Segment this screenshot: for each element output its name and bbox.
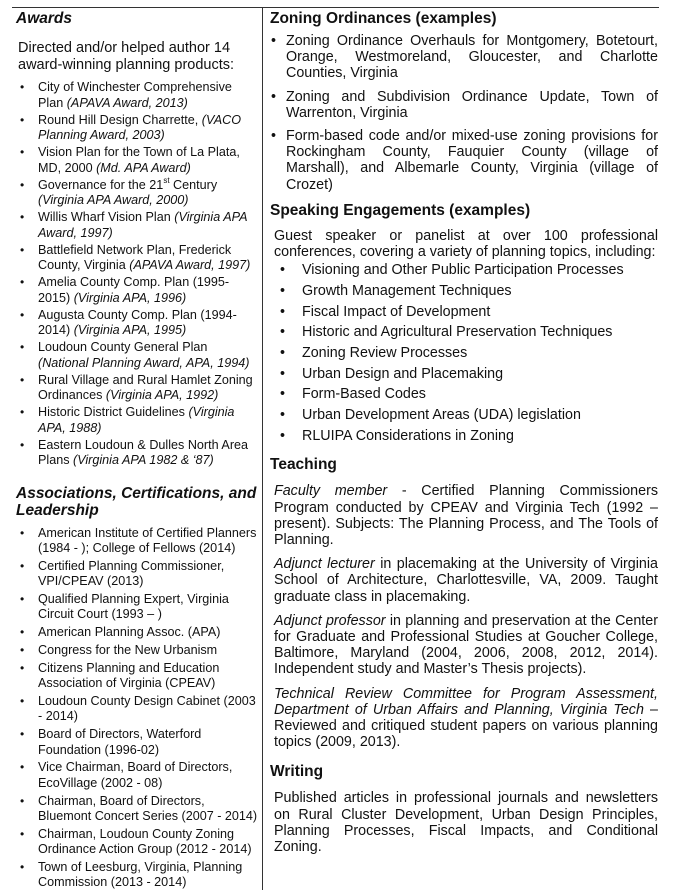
- zoning-heading: Zoning Ordinances (examples): [270, 10, 497, 27]
- speaking-topic: • Urban Development Areas (UDA) legislation: [270, 407, 658, 428]
- zoning-list: [270, 33, 658, 193]
- association-item: • Chairman, Loudoun County Zoning Ordinance Action Group (2012 - 2014): [16, 827, 258, 858]
- teaching-entry: Adjunct lecturer in placemaking at the University of Virginia School of Architecture, Charlottesville, VA, 2009. Taught graduate class in placemaking.: [274, 556, 658, 605]
- teaching-entry: Faculty member - Certified Planning Commissioners Program conducted by CPEAV and Virginia Tech (1992 – present). Subjects: The Planning Process, and The Tools of Planning.: [274, 483, 658, 549]
- speaking-topic: • Zoning Review Processes: [270, 345, 658, 366]
- association-item: • Citizens Planning and Education Association of Virginia (CPEAV): [16, 661, 258, 692]
- award-item: • Vision Plan for the Town of La Plata, MD, 2000 (Md. APA Award): [16, 145, 258, 176]
- top-rule: [12, 7, 659, 8]
- association-item: • Vice Chairman, Board of Directors, EcoVillage (2002 - 08): [16, 760, 258, 791]
- left-column: [16, 10, 258, 893]
- award-item: • Willis Wharf Vision Plan (Virginia APA Award, 1997): [16, 210, 258, 241]
- award-item: • Amelia County Comp. Plan (1995-2015) (Virginia APA, 1996): [16, 275, 258, 306]
- speaking-topics-list: [270, 262, 658, 448]
- column-divider: [262, 7, 263, 890]
- speaking-topic: • Growth Management Techniques: [270, 283, 658, 304]
- teaching-entry: Technical Review Committee for Program Assessment, Department of Urban Affairs and Planning, Virginia Tech – Reviewed and critiqued student papers on various planning topics (2009, 2013).: [274, 685, 658, 751]
- association-item: • Town of Leesburg, Virginia, Planning Commission (2013 - 2014): [16, 860, 258, 891]
- teaching-section: [270, 456, 658, 750]
- award-item: • Augusta County Comp. Plan (1994-2014) (Virginia APA, 1995): [16, 308, 258, 339]
- speaking-topic: • Urban Design and Placemaking: [270, 366, 658, 387]
- teaching-heading: Teaching: [270, 456, 337, 474]
- association-item: • Board of Directors, Waterford Foundation (1996-02): [16, 727, 258, 758]
- zoning-item: • Form-based code and/or mixed-use zoning provisions for Rockingham County, Fauquier County (village of Marshall), and Albemarle County, Virginia (village of Crozet): [270, 128, 658, 193]
- awards-intro: Directed and/or helped author 14 award-winning planning products:: [18, 40, 235, 73]
- speaking-topic: • Visioning and Other Public Participation Processes: [270, 262, 658, 283]
- award-item: • Rural Village and Rural Hamlet Zoning Ordinances (Virginia APA, 1992): [16, 373, 258, 404]
- writing-text: Published articles in professional journals and newsletters on Rural Cluster Development, Urban Design Principles, Planning Processes, Fiscal Impacts, and Conditional Zoning.: [274, 790, 658, 856]
- speaking-topic: • RLUIPA Considerations in Zoning: [270, 428, 658, 449]
- association-item: • American Institute of Certified Planners (1984 - ); College of Fellows (2014): [16, 526, 258, 557]
- awards-list: [16, 80, 258, 468]
- award-item: • Eastern Loudoun & Dulles North Area Plans (Virginia APA 1982 & ‘87): [16, 438, 258, 469]
- award-item: • Governance for the 21st Century (Virginia APA Award, 2000): [16, 178, 258, 209]
- speaking-heading: Speaking Engagements (examples): [270, 201, 531, 219]
- speaking-topic: • Historic and Agricultural Preservation Techniques: [270, 324, 658, 345]
- association-item: • Loudoun County Design Cabinet (2003 - 2014): [16, 694, 258, 725]
- zoning-item: • Zoning Ordinance Overhauls for Montgomery, Botetourt, Orange, Westmoreland, Gloucester, and Charlotte Counties, Virginia: [270, 33, 658, 82]
- association-item: • Chairman, Board of Directors, Bluemont Concert Series (2007 - 2014): [16, 794, 258, 825]
- speaking-intro: Guest speaker or panelist at over 100 professional conferences, covering a variety of planning topics, including:: [274, 227, 658, 261]
- zoning-section: [270, 10, 658, 193]
- writing-heading: Writing: [270, 763, 324, 781]
- speaking-topic: • Fiscal Impact of Development: [270, 304, 658, 325]
- association-item: • American Planning Assoc. (APA): [16, 625, 258, 640]
- association-item: • Congress for the New Urbanism: [16, 643, 258, 658]
- awards-heading: Awards: [16, 10, 72, 27]
- award-item: • Historic District Guidelines (Virginia APA, 1988): [16, 405, 258, 436]
- award-item: • City of Winchester Comprehensive Plan (APAVA Award, 2013): [16, 80, 258, 111]
- award-item: • Battlefield Network Plan, Frederick County, Virginia (APAVA Award, 1997): [16, 243, 258, 274]
- speaking-topic: • Form-Based Codes: [270, 386, 658, 407]
- teaching-entry: Adjunct professor in planning and preservation at the Center for Graduate and Professional Studies at Goucher College, Baltimore, Maryland (2004, 2006, 2008, 2012, 2014). Independent study and Master’s Thesis projects).: [274, 612, 658, 678]
- speaking-section: [270, 202, 658, 449]
- writing-section: [270, 763, 658, 855]
- associations-heading: Associations, Certifications, and Leadership: [16, 484, 257, 519]
- award-item: • Loudoun County General Plan (National Planning Award, APA, 1994): [16, 340, 258, 371]
- right-column: [270, 10, 658, 855]
- associations-list: [16, 526, 258, 891]
- association-item: • Certified Planning Commissioner, VPI/CPEAV (2013): [16, 559, 258, 590]
- zoning-item: • Zoning and Subdivision Ordinance Update, Town of Warrenton, Virginia: [270, 89, 658, 121]
- award-item: • Round Hill Design Charrette, (VACO Planning Award, 2003): [16, 113, 258, 144]
- association-item: • Qualified Planning Expert, Virginia Circuit Court (1993 – ): [16, 592, 258, 623]
